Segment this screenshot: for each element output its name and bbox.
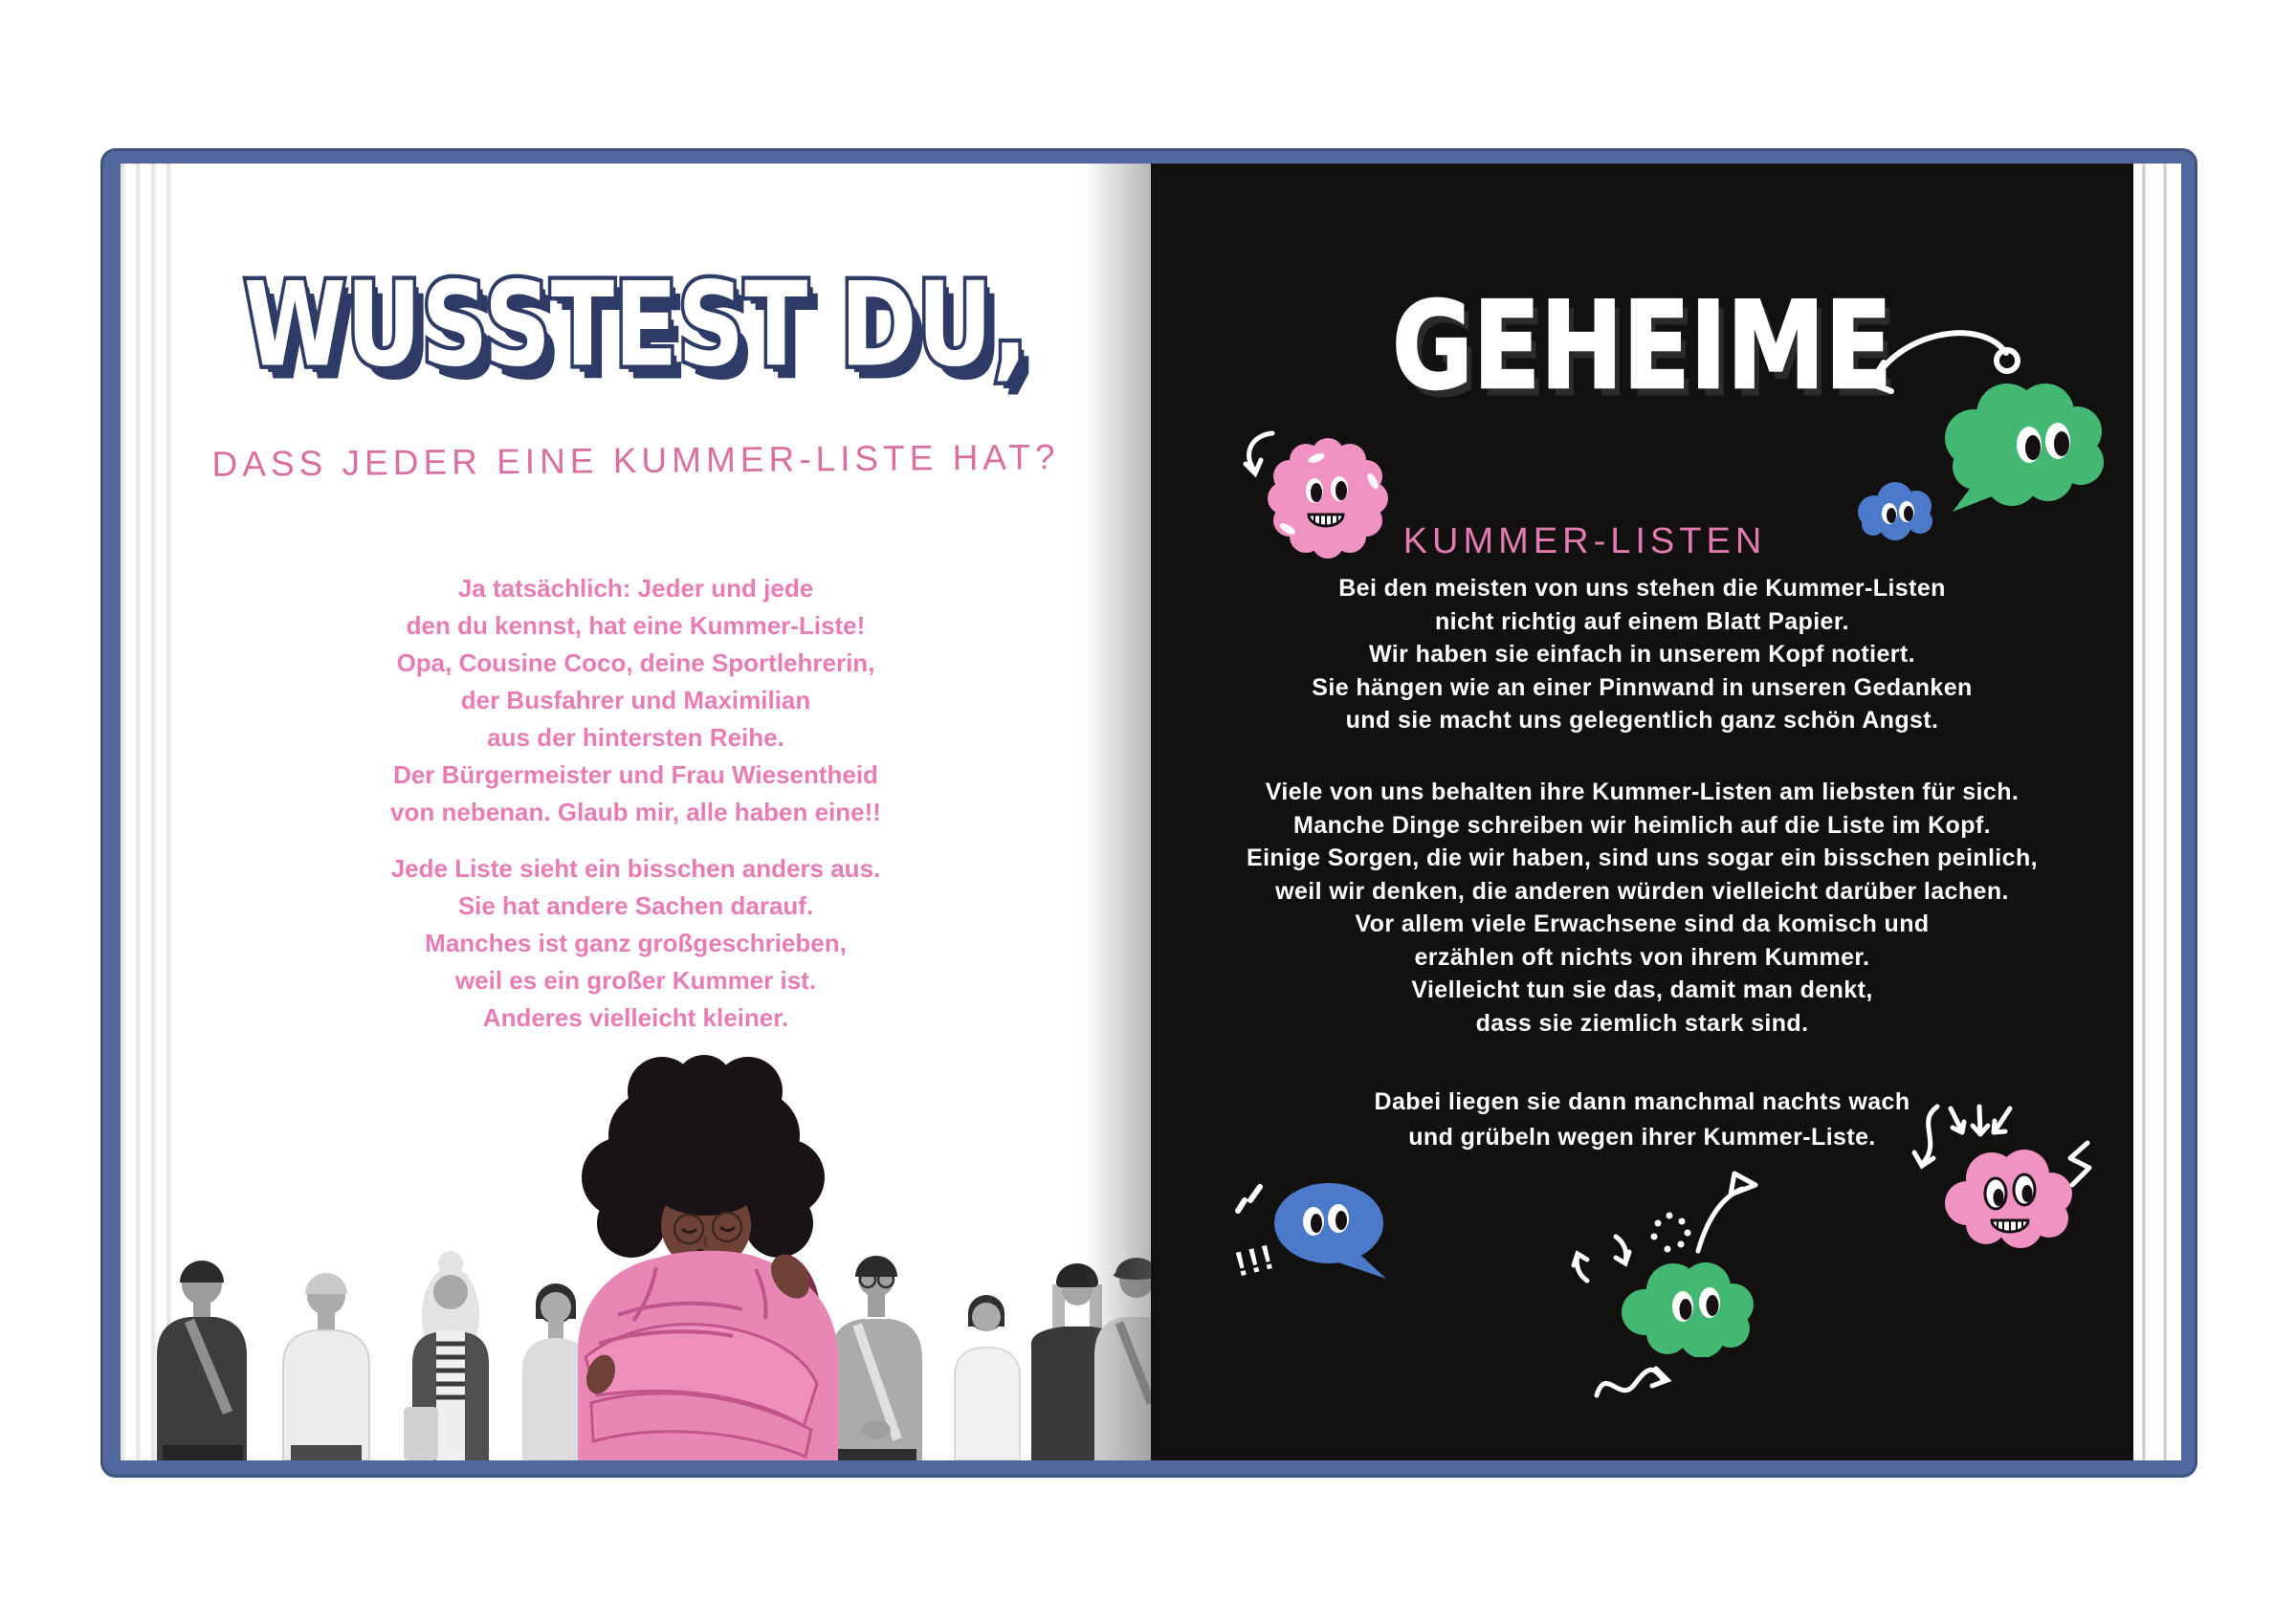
emphasis-marks-icon [1233, 1179, 1271, 1222]
line: Jede Liste sieht ein bisschen anders aus. [390, 854, 881, 883]
line: Dabei liegen sie dann manchmal nachts wach [1374, 1088, 1910, 1115]
line: Anderes vielleicht kleiner. [482, 1003, 789, 1032]
line: von nebenan. Glaub mir, alle haben eine!! [390, 798, 881, 826]
squiggle-arrow-icon [1591, 1355, 1687, 1413]
left-paragraph-1 [121, 570, 1151, 831]
curved-up-arrow-icon [1687, 1170, 1768, 1256]
crowd-person-1 [157, 1261, 247, 1460]
spine-shadow [1084, 164, 1151, 1460]
left-page-title: WUSSTEST DU, [243, 257, 1028, 393]
green-cloud-with-eyes [1916, 366, 2108, 515]
line: erzählen oft nichts von ihrem Kummer. [1414, 943, 1870, 971]
line: weil es ein großer Kummer ist. [454, 966, 817, 995]
right-paragraph-1 [1151, 572, 2133, 737]
line: Viele von uns behalten ihre Kummer-Listen am liebsten für sich. [1265, 779, 2020, 805]
line: weil wir denken, die anderen würden vielleicht darüber lachen. [1275, 877, 2009, 905]
line: und grübeln wegen ihrer Kummer-Liste. [1408, 1124, 1876, 1151]
line: Manches ist ganz großgeschrieben, [425, 929, 847, 957]
blue-speech-bubble-with-eyes [1264, 1175, 1407, 1285]
line: Wir haben sie einfach in unserem Kopf notiert. [1368, 641, 1916, 668]
line: Bei den meisten von uns stehen die Kummer-Listen [1338, 575, 1946, 602]
line: Der Bürgermeister und Frau Wiesentheid [393, 760, 878, 789]
right-page-subtitle: KUMMER-LISTEN [1402, 521, 1767, 561]
curl-arrow-icon [1246, 433, 1272, 473]
line: Sie hängen wie an einer Pinnwand in unseren Gedanken [1312, 673, 1973, 701]
right-paragraph-2 [1151, 776, 2133, 1040]
blue-cloud-with-eyes [1847, 472, 1943, 543]
book-cover [100, 148, 2197, 1478]
line: der Busfahrer und Maximilian [460, 686, 811, 714]
line: Einige Sorgen, die wir haben, sind uns sogar ein bisschen peinlich, [1247, 844, 2038, 871]
crowd-person-2 [283, 1273, 369, 1460]
pink-fluff-character [1232, 424, 1395, 567]
line: Vor allem viele Erwachsene sind da komisch und [1355, 910, 1930, 937]
crowd-person-5 [830, 1256, 922, 1460]
right-page [1151, 164, 2133, 1460]
line: Manche Dinge schreiben wir heimlich auf die Liste im Kopf. [1293, 811, 1991, 839]
left-page [121, 164, 1151, 1460]
crowd-person-6 [955, 1295, 1020, 1460]
line: Sie hat andere Sachen darauf. [457, 891, 814, 920]
line: Opa, Cousine Coco, deine Sportlehrerin, [396, 648, 875, 677]
line: den du kennst, hat eine Kummer-Liste! [406, 611, 866, 640]
zigzag-icon [2057, 1139, 2100, 1196]
line: dass sie ziemlich stark sind. [1475, 1009, 1809, 1037]
line: und sie macht uns gelegentlich ganz schön Angst. [1345, 707, 1939, 734]
crowd-person-3 [404, 1251, 489, 1460]
right-page-title: GEHEIME [1392, 276, 1892, 417]
green-cloud-bottom [1608, 1247, 1756, 1357]
page-stack-edge [2133, 164, 2181, 1460]
left-page-subtitle: DASS JEDER EINE KUMMER-LISTE HAT? [211, 437, 1060, 484]
line: Ja tatsächlich: Jeder und jede [457, 574, 814, 603]
triple-exclamation: !!! [1230, 1236, 1280, 1284]
hugging-person-illustration [578, 1055, 838, 1460]
line: Vielleicht tun sie das, damit man denkt, [1411, 976, 1873, 1003]
left-paragraph-2 [121, 850, 1151, 1037]
crowd-illustration [121, 1028, 1151, 1460]
line: nicht richtig auf einem Blatt Papier. [1435, 607, 1849, 635]
line: aus der hintersten Reihe. [487, 723, 784, 752]
pink-cloud-smiling [1929, 1134, 2077, 1249]
